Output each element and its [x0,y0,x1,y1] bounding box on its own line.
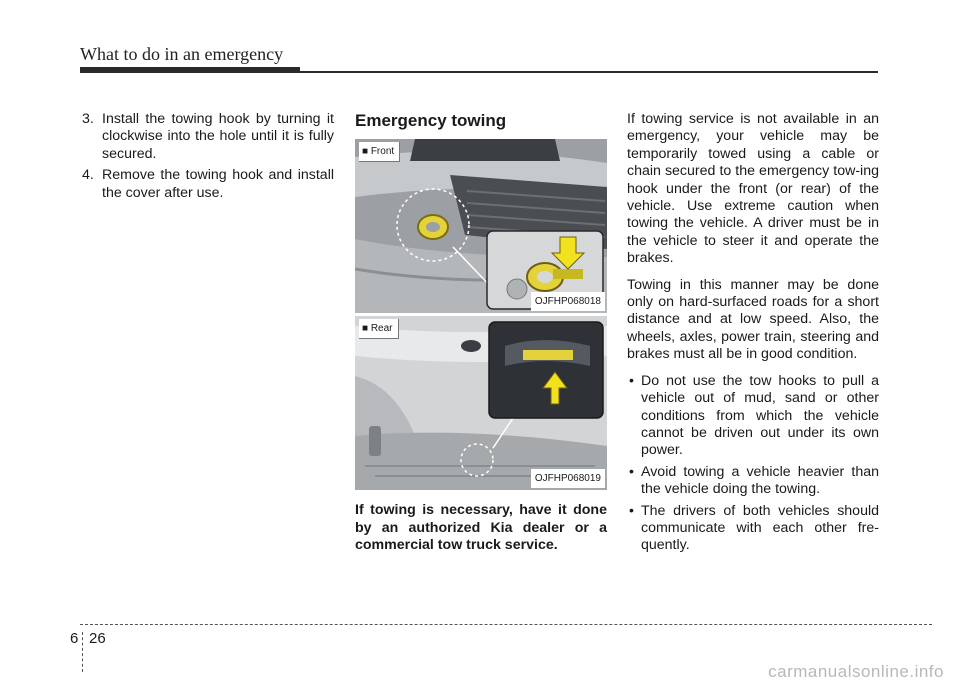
bullet-item [627,373,879,460]
page-number: 26 [89,630,106,647]
header-title: What to do in an emergency [80,44,284,64]
front-bumper-illustration [355,139,607,313]
step-item [80,167,334,202]
bullet-symbol: • [629,463,634,480]
rear-tow-hook-figure [355,316,607,490]
bullet-text: The drivers of both vehicles should communicate with each other fre-quently. [641,502,879,554]
bullet-item [627,503,879,555]
towing-note: If towing is necessary, have it done by an authorized Kia dealer or a commercial tow truck service. [355,502,607,554]
step-number: 3. [82,111,94,127]
right-column [627,111,879,559]
front-tow-hook-figure [355,139,607,313]
step-number: 4. [82,167,94,184]
header-rule [80,71,878,73]
footer-rule [80,624,932,625]
section-heading: Emergency towing [355,111,507,130]
step-item [80,111,334,163]
paragraph: Towing in this manner may be done only on hard-surfaced roads for a short distance and at low speed. Also, the wheels, axles, power train, steering and brakes must all be in good condition. [627,276,879,363]
bullet-symbol: • [629,502,634,519]
bullet-symbol: • [629,372,634,389]
rear-bumper-illustration [355,316,607,490]
figure-code-front: OJFHP068018 [531,292,605,311]
step-text: Install the towing hook by turning it clockwise into the hole until it is fully secured. [102,111,334,162]
chapter-number: 6 [70,630,79,647]
bullet-text: Do not use the tow hooks to pull a vehicle out of mud, sand or other conditions from which the vehicle cannot be driven out under its own power. [641,372,879,459]
figure-label-front: ■ Front [359,142,400,162]
middle-column [355,111,607,555]
watermark-text: carmanualsonline.info [768,662,944,681]
figure-code-rear: OJFHP068019 [531,469,605,488]
step-text: Remove the towing hook and install the cover after use. [102,167,334,201]
footer-divider [82,632,83,672]
paragraph: If towing service is not available in an emergency, your vehicle may be temporarily towed using a cable or chain secured to the emergency tow-ing hook under the front (or rear) of the vehicle. Use extreme caution when towing the vehicle. A driver must be in the vehicle to steer it and operate the brakes. [627,111,879,267]
bullet-item [627,464,879,499]
left-column [80,111,334,206]
bullet-text: Avoid towing a vehicle heavier than the vehicle doing the towing. [641,463,879,498]
figure-label-rear: ■ Rear [359,319,399,339]
